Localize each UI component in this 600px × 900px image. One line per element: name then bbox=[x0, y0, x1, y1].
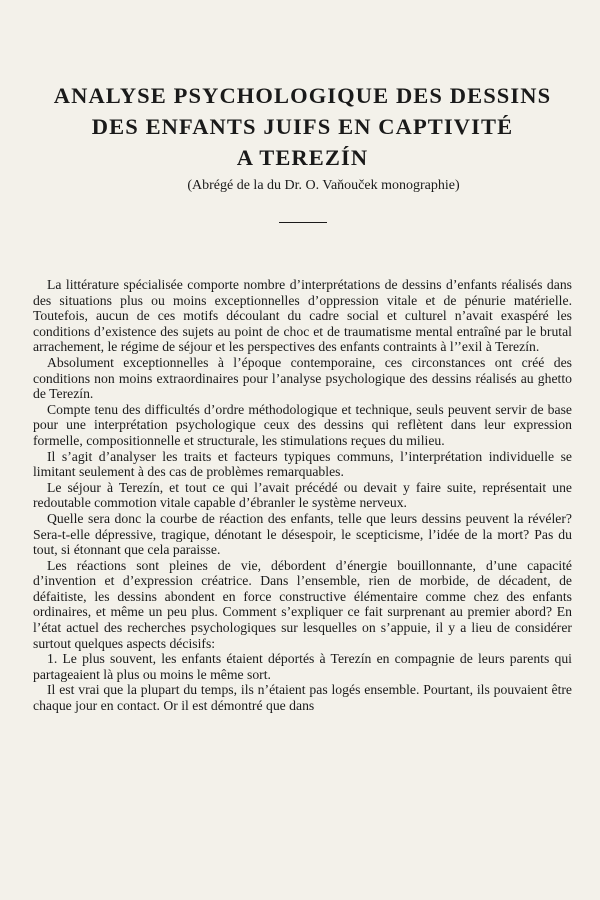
paragraph-3: Compte tenu des difficultés d’ordre méthodologique et technique, seuls peuvent servir de base pour une interprétation psychologique ceux des dessins qui reflètent dans leur expression formelle, compositionnelle et structurale, les stimulations reçues du milieu. bbox=[33, 401, 572, 448]
title-line-1: ANALYSE PSYCHOLOGIQUE DES DESSINS bbox=[53, 83, 552, 108]
paragraph-2: Absolument exceptionnelles à l’époque contemporaine, ces circonstances ont créé des conditions non moins extraordinaires pour l’analyse psychologique des dessins réalisés au ghetto de Terezín. bbox=[33, 354, 572, 402]
paragraph-7: Les réactions sont pleines de vie, débordent d’énergie bouillonnante, d’une capacité d’invention et d’expression créatrice. Dans l’ensemble, rien de morbide, de décadent, de défaitiste, les dessins abondent en force constructive élémentaire comme chez des enfants ordinaires, et même un peu plus. Comment s’expliquer ce fait surprenant au premier abord? En l’état actuel des recherches psychologiques sur lesquelles on s’appuie, il y a lieu de considérer surtout quelques aspects décisifs: bbox=[33, 557, 572, 651]
paragraph-6: Quelle sera donc la courbe de réaction des enfants, telle que leurs dessins peuvent la révéler? Sera-t-elle dépressive, tragique, dénotant le désespoir, le scepticisme, l’idée de la mort? Pas du tout, si étonnant que cela paraisse. bbox=[33, 510, 572, 558]
paragraph-4: Il s’agit d’analyser les traits et facteurs typiques communs, l’interprétation individuelle se limitant seulement à des cas de problèmes remarquables. bbox=[33, 448, 572, 480]
paragraph-9: Il est vrai que la plupart du temps, ils n’étaient pas logés ensemble. Pourtant, ils pouvaient être chaque jour en contact. Or il est démontré que dans bbox=[33, 682, 572, 714]
paragraph-1: La littérature spécialisée comporte nombre d’interprétations de dessins d’enfants réalisés dans des situations plus ou moins exceptionnelles d’oppression vitale et de pénurie matérielle. Toutefois, aucun de ces motifs découlant du cadre social et culturel n’avait exaspéré les conditions d’existence des sujets au point de choc et de traumatisme mental entraîné par le brutal arrachement, le régime de séjour et les perspectives des enfants contraints à l’’exil à Terezín. bbox=[33, 277, 572, 355]
title-divider bbox=[279, 222, 327, 223]
title-line-2: DES ENFANTS JUIFS EN CAPTIVITÉ bbox=[91, 114, 514, 139]
paragraph-5: Le séjour à Terezín, et tout ce qui l’avait précédé ou devait y faire suite, représentait une redoutable commotion vitale capable d’ébranler le système nerveux. bbox=[33, 479, 572, 511]
title-line-3: A TEREZÍN bbox=[236, 145, 369, 170]
document-title bbox=[33, 80, 572, 173]
document-subtitle: (Abrégé de la du Dr. O. Vaňouček monographie) bbox=[187, 178, 460, 193]
paragraph-8: 1. Le plus souvent, les enfants étaient déportés à Terezín en compagnie de leurs parents qui partageaient là plus ou moins le même sort. bbox=[33, 651, 572, 682]
document-body bbox=[33, 277, 572, 714]
